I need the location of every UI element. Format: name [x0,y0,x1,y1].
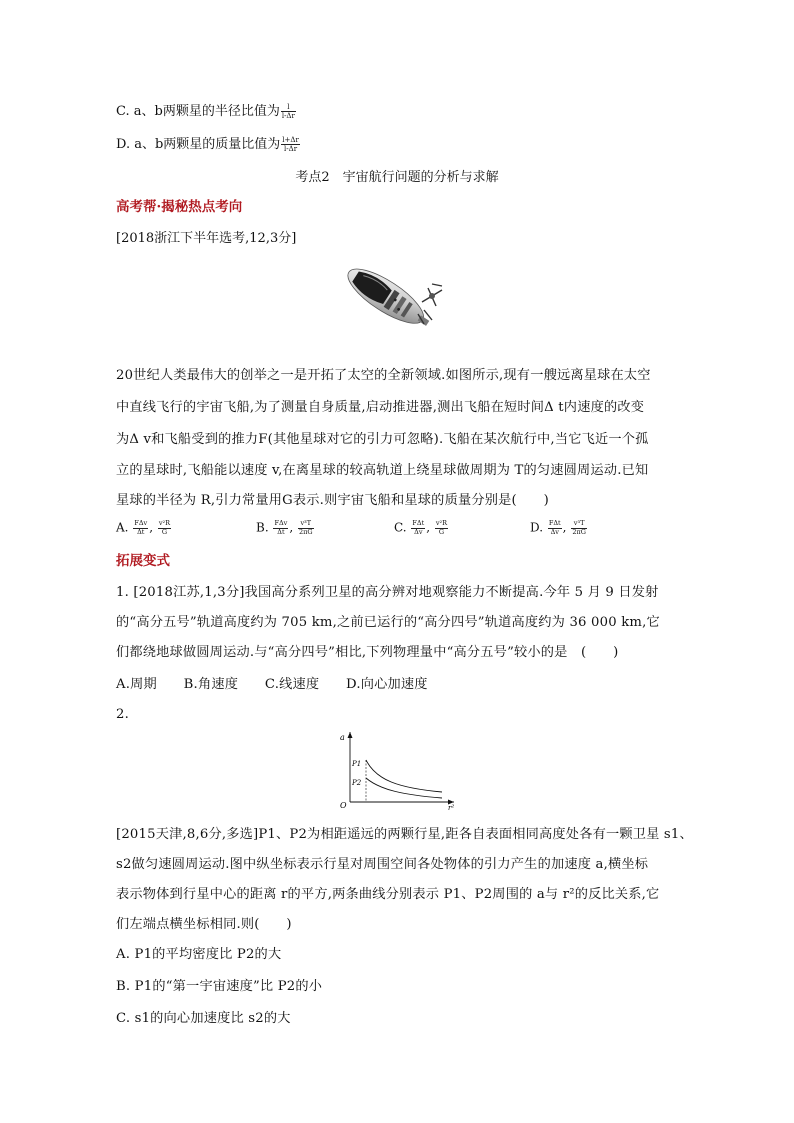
problem1-line3: 为Δ v和飞船受到的推力F(其他星球对它的引力可忽略).飞船在某次航行中,当它飞近一个孤 [116,432,649,447]
problem1-line2: 中直线飞行的宇宙飞船,为了测量自身质量,启动推进器,测出飞船在短时间Δ t内速度的改变 [116,400,645,415]
section-title: 考点2 宇宙航行问题的分析与求解 [295,170,499,185]
problem1-line5: 星球的半径为 R,引力常量用G表示.则宇宙飞船和星球的质量分别是( ) [116,493,549,508]
q1-line1: 1. [2018江苏,1,3分]我国高分系列卫星的高分辨对地观察能力不断提高.今年 5 月 9 日发射 [116,585,659,600]
choice-c: C. $\frac{\text{FΔt}}{\Delta v}$ , $\frac{\text{v²R}}{G}$ [394,519,448,536]
fraction: $\frac{\text{v²R}}{G}$ [435,519,448,536]
curve-p1 [366,760,442,792]
q1-line2: 的“高分五号”轨道高度约为 705 km,之前已运行的“高分四号”轨道高度约为 36 000 km,它 [116,615,660,630]
fraction: $\frac{\text{FΔv}}{\Delta t}$ [274,519,288,536]
problem1-line4: 立的星球时,飞船能以速度 v,在离星球的较高轨道上绕星球做周期为 T的匀速圆周运动.已知 [116,463,649,478]
q2-line1: [2015天津,8,6分,多选]P1、P2为相距遥远的两颗行星,距各自表面相同高度处各有一颗卫星 s1、 [116,827,693,842]
acceleration-graph [336,728,460,810]
fraction: $\frac{l+\Delta r}{l-\Delta r}$ [282,136,299,153]
q2-line3: 表示物体到行星中心的距离 r的平方,两条曲线分别表示 P1、P2周围的 a与 r²的反比关系,它 [116,887,660,902]
axis-a-label: a [340,733,345,742]
q2-line4: 们左端点横坐标相同.则( ) [116,917,292,932]
option-d-prev: D. a、b两颗星的质量比值为 $\frac{l+\Delta r}{l-\Delta r}$ [116,136,299,153]
curve-p1-label: P1 [352,760,362,768]
option-c-prev: C. a、b两颗星的半径比值为 $\frac{l}{l-\Delta r}$ [116,103,295,120]
heading-extension: 拓展变式 [116,553,170,569]
fraction: $\frac{\text{v³T}}{2\pi G}$ [299,519,313,536]
spacecraft-illustration [338,262,448,344]
q1-options: A.周期 B.角速度 C.线速度 D.向心加速度 [116,677,428,692]
fraction: $\frac{\text{FΔt}}{\Delta v}$ [412,519,425,536]
fraction: $\frac{l}{l-\Delta r}$ [281,103,295,120]
q2-line2: s2做匀速圆周运动.图中纵坐标表示行星对周围空间各处物体的引力产生的加速度 a,横坐标 [116,857,649,872]
q2-option-c: C. s1的向心加速度比 s2的大 [116,1011,291,1026]
fraction: $\frac{\text{FΔt}}{\Delta v}$ [548,519,561,536]
fraction: $\frac{\text{v²R}}{G}$ [158,519,171,536]
fraction: $\frac{\text{FΔv}}{\Delta t}$ [134,519,148,536]
q2-option-b: B. P1的“第一宇宙速度”比 P2的小 [116,979,323,994]
curve-p2-label: P2 [352,779,362,787]
q2-option-a: A. P1的平均密度比 P2的大 [116,947,282,962]
choice-a: A. $\frac{\text{FΔv}}{\Delta t}$ , $\frac{\text{v²R}}{G}$ [116,519,171,536]
axis-r2-label: r² [448,804,455,810]
heading-exam-trends: 高考帮·揭秘热点考向 [116,199,243,215]
q2-number: 2. [116,707,129,722]
q1-line3: 们都绕地球做圆周运动.与“高分四号”相比,下列物理量中“高分五号”较小的是 ( ) [116,645,619,660]
origin-label: O [340,801,347,810]
fraction: $\frac{\text{v³T}}{2\pi G}$ [572,519,586,536]
source-citation: [2018浙江下半年选考,12,3分] [116,231,297,246]
problem1-line1: 20世纪人类最伟大的创举之一是开拓了太空的全新领域.如图所示,现有一艘远离星球在太空 [116,368,651,383]
choice-d: D. $\frac{\text{FΔt}}{\Delta v}$ , $\frac{\text{v³T}}{2\pi G}$ [530,519,586,536]
curve-p2 [366,778,442,798]
choice-b: B. $\frac{\text{FΔv}}{\Delta t}$ , $\frac{\text{v³T}}{2\pi G}$ [256,519,313,536]
